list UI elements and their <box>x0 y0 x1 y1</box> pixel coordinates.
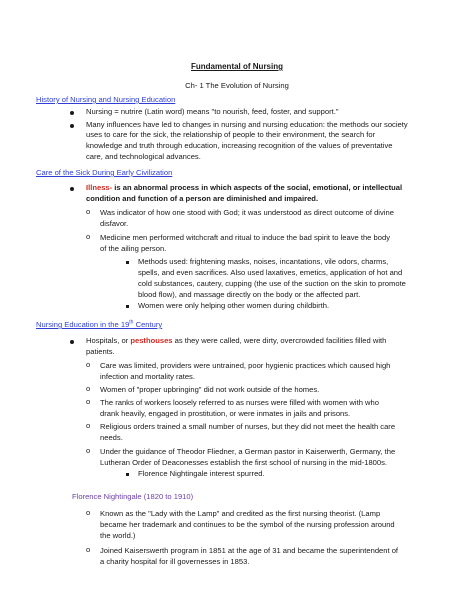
list-item-line: Methods used: frightening masks, noises, incantations, vile odors, charms, <box>138 257 389 266</box>
list-item-line: the world.) <box>100 531 136 540</box>
circle-bullet-icon: o <box>86 421 91 430</box>
bullet-icon <box>70 187 74 191</box>
list-item-line: Care was limited, providers were untrained, poor hygienic practices which caused high <box>100 361 391 370</box>
circle-bullet-icon: o <box>86 360 91 369</box>
list-item-line: needs. <box>100 433 123 442</box>
list-item-line: condition and function of a person are diminished and impaired. <box>86 194 319 203</box>
list-item-line: became her trademark and continues to be the symbol of the nursing profession around <box>100 520 395 529</box>
list-item-line: blood flow), and massage directly on the body or the affected part. <box>138 290 361 299</box>
document-title: Fundamental of Nursing <box>191 62 283 71</box>
list-item-line: a charity hospital for ill governesses in 1853. <box>100 557 250 566</box>
square-bullet-icon <box>126 305 129 308</box>
heading-superscript: th <box>129 319 134 326</box>
circle-bullet-icon: o <box>86 207 91 216</box>
section-heading-early-civilization[interactable]: Care of the Sick During Early Civilization <box>36 168 173 177</box>
list-item-line: Women of "proper upbringing" did not work outside of the homes. <box>100 385 320 394</box>
circle-bullet-icon: o <box>86 397 91 406</box>
list-item-line: drank heavily, engaged in prostitution, or were inmates in jails and prisons. <box>100 409 351 418</box>
list-item-line: of the ailing person. <box>100 244 167 253</box>
list-item-line: disfavor. <box>100 219 129 228</box>
heading-text: Century <box>133 320 163 329</box>
section-heading-nightingale: Florence Nightingale (1820 to 1910) <box>72 492 194 501</box>
heading-text: Nursing Education in the 19 <box>36 320 130 329</box>
list-item-line: Lutheran Order of Deaconesses establish the first school of nursing in the mid-1800s. <box>100 458 388 467</box>
text-run: Hospitals, or <box>86 336 131 345</box>
list-item-line: uses to care for the sick, the relationship of people to their environment, the search for <box>86 130 376 139</box>
list-item: Nursing = nutrire (Latin word) means "to nourish, feed, foster, and support." <box>86 107 339 116</box>
list-item-line: Florence Nightingale interest spurred. <box>138 469 265 478</box>
list-item-line: Under the guidance of Theodor Fliedner, a German pastor in Kaiserwerth, Germany, the <box>100 447 396 456</box>
bullet-icon <box>70 340 74 344</box>
section-heading-19th-century[interactable] <box>36 320 162 330</box>
term-pesthouses: pesthouses <box>130 336 173 345</box>
list-item-line: Joined Kaiserswerth program in 1851 at the age of 31 and became the superintendent of <box>100 546 399 555</box>
list-item-line: cold substances, cautery, cupping (the use of the suction on the skin to promote <box>138 279 406 288</box>
list-item-line: Medicine men performed witchcraft and ritual to induce the bad spirit to leave the body <box>100 233 390 242</box>
term-illness: Illness- <box>86 183 113 192</box>
list-item-line: Religious orders trained a small number of nurses, but they did not meet the health care <box>100 422 396 431</box>
bullet-icon <box>70 111 74 115</box>
list-item-line: Women were only helping other women during childbirth. <box>138 301 330 310</box>
section-heading-history[interactable]: History of Nursing and Nursing Education <box>36 95 176 104</box>
list-item-line: The ranks of workers loosely referred to as nurses were filled with women with who <box>100 398 379 407</box>
circle-bullet-icon: o <box>86 508 91 517</box>
list-item-line: Known as the "Lady with the Lamp" and credited as the first nursing theorist. (Lamp <box>100 509 381 518</box>
text-run: as they were called, were dirty, overcrowded facilities filled with <box>172 336 387 345</box>
list-item-line: spells, and even sacrifices. Also used laxatives, emetics, application of hot and <box>138 268 403 277</box>
circle-bullet-icon: o <box>86 545 91 554</box>
list-item-line: patients. <box>86 347 115 356</box>
list-item-line: knowledge and truth through education, increasing recognition of the values of preventative <box>86 141 393 150</box>
square-bullet-icon <box>126 261 129 264</box>
circle-bullet-icon: o <box>86 232 91 241</box>
list-item-line <box>86 183 402 193</box>
list-item-line <box>86 336 386 346</box>
list-item-line: infection and mortality rates. <box>100 372 195 381</box>
circle-bullet-icon: o <box>86 446 91 455</box>
definition-text: is an abnormal process in which aspects of the social, emotional, or intellectual <box>112 183 403 192</box>
bullet-icon <box>70 124 74 128</box>
circle-bullet-icon: o <box>86 384 91 393</box>
chapter-title: Ch- 1 The Evolution of Nursing <box>185 81 289 90</box>
square-bullet-icon <box>126 473 129 476</box>
list-item-line: Was indicator of how one stood with God; it was understood as direct outcome of divine <box>100 208 394 217</box>
list-item-line: care, and technological advances. <box>86 152 201 161</box>
list-item-line: Many influences have led to changes in nursing and nursing education: the methods our society <box>86 120 408 129</box>
